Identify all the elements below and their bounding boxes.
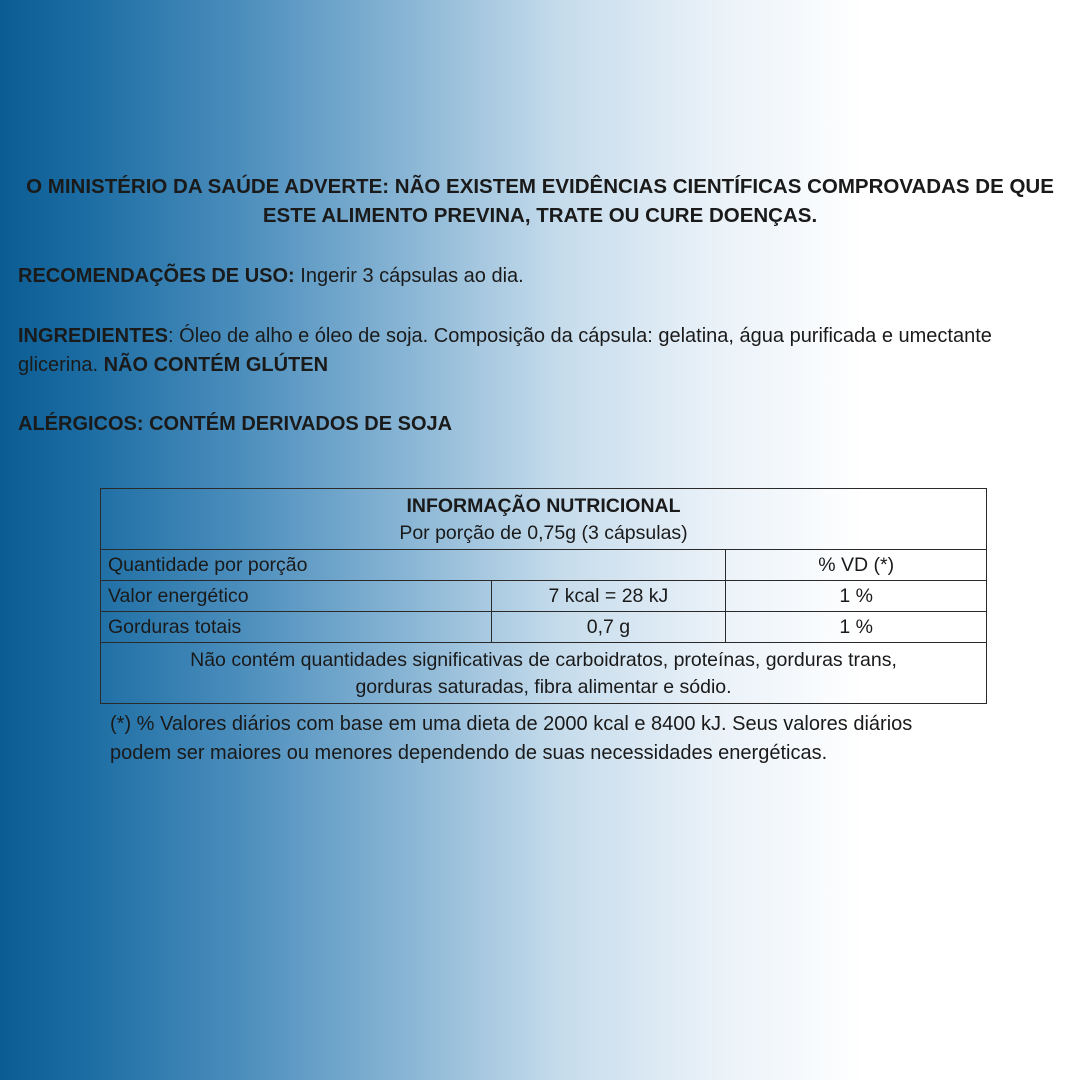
warning-line-1: O MINISTÉRIO DA SAÚDE ADVERTE: NÃO EXISTEM EVIDÊNCIAS CIENTÍFICAS COMPROVADAS DE QUE — [26, 175, 1054, 198]
nutrient-amount: 0,7 g — [491, 612, 726, 643]
usage-recommendations — [18, 262, 1068, 291]
gluten-free-notice: NÃO CONTÉM GLÚTEN — [103, 354, 329, 376]
daily-values-note-line-2: podem ser maiores ou menores dependendo de suas necessidades energéticas. — [110, 742, 828, 764]
table-title: INFORMAÇÃO NUTRICIONAL — [406, 495, 681, 517]
nutrient-vd: 1 % — [726, 612, 987, 643]
table-footer-line-1: Não contém quantidades significativas de carboidratos, proteínas, gorduras trans, — [190, 649, 897, 671]
quantity-header: Quantidade por porção — [101, 550, 726, 581]
usage-recommendations-label: RECOMENDAÇÕES DE USO: — [18, 265, 295, 287]
nutrient-name: Gorduras totais — [101, 612, 492, 643]
table-row — [101, 581, 987, 612]
allergens-notice: ALÉRGICOS: CONTÉM DERIVADOS DE SOJA — [18, 413, 453, 435]
nutrient-name: Valor energético — [101, 581, 492, 612]
ingredients-text-2: glicerina. — [18, 354, 104, 376]
table-footer-row — [101, 643, 987, 704]
warning-line-2: ESTE ALIMENTO PREVINA, TRATE OU CURE DOENÇAS. — [262, 204, 818, 227]
ingredients-text-1: : Óleo de alho e óleo de soja. Composição da cápsula: gelatina, água purificada e umectante — [168, 325, 992, 347]
ingredients-line-1 — [18, 322, 1068, 351]
nutrient-amount: 7 kcal = 28 kJ — [491, 581, 726, 612]
table-row — [101, 612, 987, 643]
ingredients-line-2 — [18, 351, 1068, 380]
daily-values-note — [110, 710, 1050, 768]
nutrition-facts-table — [100, 488, 987, 704]
table-footer-line-2: gorduras saturadas, fibra alimentar e sódio. — [355, 676, 732, 698]
usage-recommendations-text: Ingerir 3 cápsulas ao dia. — [294, 265, 524, 287]
ingredients — [18, 322, 1068, 380]
serving-size: Por porção de 0,75g (3 cápsulas) — [399, 522, 688, 544]
vd-header: % VD (*) — [726, 550, 987, 581]
table-title-row — [101, 489, 987, 550]
health-ministry-warning — [20, 172, 1060, 230]
table-footer-note — [101, 643, 987, 704]
table-title-cell — [101, 489, 987, 550]
nutrient-vd: 1 % — [726, 581, 987, 612]
daily-values-note-line-1: (*) % Valores diários com base em uma dieta de 2000 kcal e 8400 kJ. Seus valores diários — [110, 713, 913, 735]
ingredients-label: INGREDIENTES — [18, 325, 169, 347]
table-header-row — [101, 550, 987, 581]
